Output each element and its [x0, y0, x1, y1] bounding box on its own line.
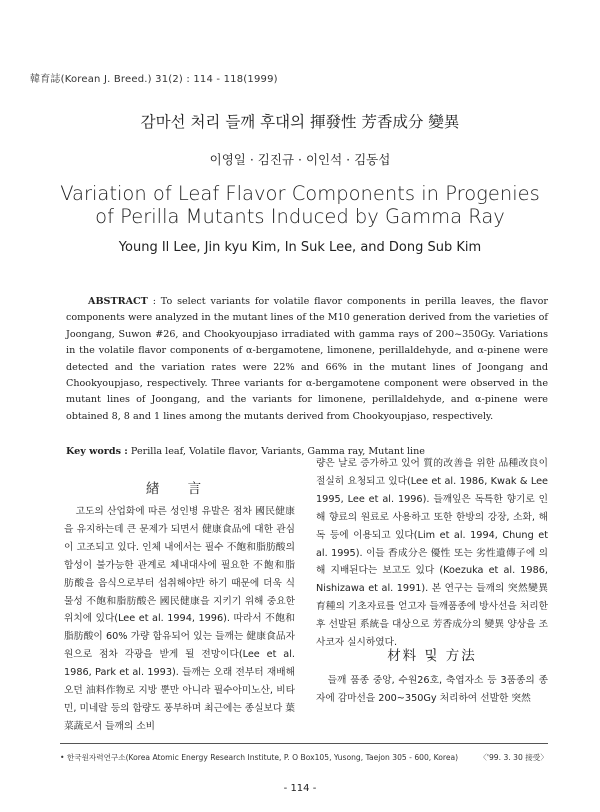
english-title [0, 182, 600, 228]
abstract-text: : To select variants for volatile flavor components in perilla leaves, the flavor components were analyzed in the mutant lines of the M10 generation derived from the varieties of Joongang, Suwon #26, and Chookyoupjaso irradiated with gamma rays of 200~350Gy. Variations in the volatile flavor components of α-bergamotene, limonene, perillaldehyde, and α-pinene were detected and the variation rates were 22% and 66% in the mutant lines of Joongang and Chookyoupjaso, respectively. Three variants for α-bergamotene component were observed in the mutant lines of Joongang, and the variants for limonene, perillaldehyde, and α-pinene were obtained 8, 8 and 1 lines among the mutants derived from Chookyoupjaso, respectively. [66, 296, 548, 422]
english-authors: Young Il Lee, Jin kyu Kim, In Suk Lee, and Dong Sub Kim [118, 240, 482, 255]
keywords-text: Perilla leaf, Volatile flavor, Variants, Gamma ray, Mutant line [130, 446, 425, 457]
introduction-text [64, 503, 295, 736]
english-title-line2: of Perilla Mutants Induced by Gamma Ray [95, 205, 505, 228]
introduction-paragraph: 고도의 산업화에 따른 성인병 유발은 점차 國民健康을 유지하는데 큰 문제가 되면서 健康食品에 대한 관심이 고조되고 있다. 인체 내에서는 필수 不飽和脂肪酸의 합성이 불가능한 관계로 체내대사에 필요한 不飽和脂肪酸을 음식으로부터 섭취해야만 하기 때문에 더욱 식물성 不飽和脂肪酸은 國民健康을 지키기 위해 중요한 위치에 있다(Lee et al. 1994, 1996). 따라서 不飽和脂肪酸이 60% 가량 함유되어 있는 들깨는 健康食品자원으로 점차 각광을 받게 될 전망이다(Lee et al. 1986, Park et al. 1993). 들깨는 오래 전부터 재배해 오던 油料作物로 지방 뿐만 아니라 필수아미노산, 비타민, 미네랄 등의 함량도 풍부하며 최근에는 종실보다 葉菜蔬로서 들깨의 소비 [64, 506, 295, 732]
footnote-divider [60, 743, 548, 744]
korean-authors: 이영일 · 김진규 · 이인석 · 김동섭 [209, 152, 391, 167]
right-column-paragraph: 량은 날로 증가하고 있어 質的改善을 위한 品種改良이 절실히 요청되고 있다(Lee et al. 1986, Kwak & Lee 1995, Lee et al. 1996). 들깨잎은 독특한 향기로 인해 향료의 원료로 사용하고 또한 한방의 강장, 소화, 해독 등에 이용되고 있다(Lim et al. 1994, Chung et al. 1995). 이들 香成分은 優性 또는 劣性遺傳子에 의해 지배된다는 보고도 있다 (Koezuka et al. 1986, Nishizawa et al. 1991). 본 연구는 들깨의 突然變異 育種의 기초자료를 얻고자 들깨품종에 방사선을 처리한 후 선발된 系統을 대상으로 芳香成分의 變異 양상을 조사코자 실시하였다. [316, 458, 548, 649]
abstract [66, 294, 548, 425]
materials-methods-heading: 材料 및 方法 [387, 648, 477, 664]
right-column-text [316, 455, 548, 652]
introduction-heading: 緖 言 [145, 481, 214, 497]
footnote [60, 752, 548, 763]
abstract-label: ABSTRACT [88, 296, 148, 307]
received-date: 〈'99. 3. 30 接受〉 [479, 753, 548, 762]
keywords-label: Key words : [66, 446, 128, 457]
affiliation-footnote: • 한국원자력연구소(Korea Atomic Energy Research Institute, P. O Box105, Yusong, Taejon 305 - 600, Korea) [60, 753, 459, 762]
english-title-line1: Variation of Leaf Flavor Components in Progenies [60, 182, 540, 205]
materials-methods-paragraph: 들깨 품종 중앙, 수원26호, 축엽자소 등 3품종의 종자에 감마선을 200~350Gy 처리하여 선발한 突然 [316, 675, 548, 704]
korean-title: 감마선 처리 들깨 후대의 揮發性 芳香成分 變異 [140, 113, 460, 131]
journal-citation: 韓育誌(Korean J. Breed.) 31(2) : 114 - 118(1999) [30, 74, 278, 85]
page-number: - 114 - [283, 783, 317, 794]
materials-methods-text [316, 672, 548, 708]
